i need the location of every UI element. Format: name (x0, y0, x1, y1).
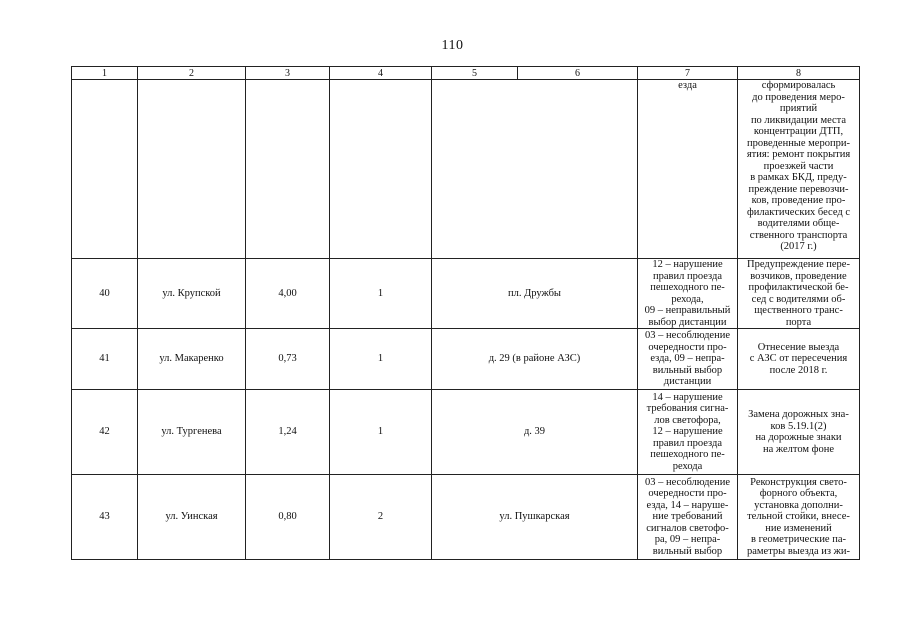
row-number: 40 (72, 259, 138, 329)
count-cell: 1 (330, 259, 432, 329)
violations-cell: 14 – нарушение требования сигна- лов светофора, 12 – нарушение правил проезда пешеходного пе- рехода (638, 390, 738, 475)
length-cell: 1,24 (246, 390, 330, 475)
length-cell: 0,73 (246, 329, 330, 390)
row-number: 42 (72, 390, 138, 475)
table-row (72, 390, 860, 475)
table-row (72, 329, 860, 390)
length-cell: 0,80 (246, 475, 330, 560)
measures-cell: Предупреждение пере- возчиков, проведение профилактической бе- сед с водителями об- щественного транс- порта (738, 259, 860, 329)
table-header-row (72, 67, 860, 80)
count-cell: 1 (330, 390, 432, 475)
table-cell (138, 80, 246, 259)
header-cell: 2 (138, 67, 246, 80)
measures-cell: Реконструкция свето- форного объекта, установка дополни- тельной стойки, внесе- ние изменений в геометрические па- раметры выезда из жи- (738, 475, 860, 560)
page-number: 110 (441, 38, 464, 53)
table-cell (246, 80, 330, 259)
length-cell: 4,00 (246, 259, 330, 329)
header-cell: 1 (72, 67, 138, 80)
data-table (71, 66, 860, 560)
location-cell: д. 29 (в районе АЗС) (432, 329, 638, 390)
table-row (72, 259, 860, 329)
street-cell: ул. Макаренко (138, 329, 246, 390)
header-cell: 4 (330, 67, 432, 80)
table-cell (432, 80, 638, 259)
count-cell: 2 (330, 475, 432, 560)
measures-cell: Отнесение выезда с АЗС от пересечения после 2018 г. (738, 329, 860, 390)
street-cell: ул. Тургенева (138, 390, 246, 475)
header-cell: 6 (518, 67, 638, 80)
violations-cell: 12 – нарушение правил проезда пешеходного пе- рехода, 09 – неправильный выбор дистанции (638, 259, 738, 329)
header-cell: 5 (432, 67, 518, 80)
location-cell: ул. Пушкарская (432, 475, 638, 560)
header-cell: 7 (638, 67, 738, 80)
continuation-row (72, 80, 860, 259)
violations-cell: езда (638, 80, 738, 259)
row-number: 43 (72, 475, 138, 560)
count-cell: 1 (330, 329, 432, 390)
header-cell: 8 (738, 67, 860, 80)
row-number: 41 (72, 329, 138, 390)
violations-cell: 03 – несоблюдение очередности про- езда, 14 – наруше- ние требований сигналов светофо- ра, 09 – непра- вильный выбор (638, 475, 738, 560)
measures-cell: Замена дорожных зна- ков 5.19.1(2) на дорожные знаки на желтом фоне (738, 390, 860, 475)
location-cell: пл. Дружбы (432, 259, 638, 329)
street-cell: ул. Уинская (138, 475, 246, 560)
header-cell: 3 (246, 67, 330, 80)
table-cell (72, 80, 138, 259)
table-row (72, 475, 860, 560)
location-cell: д. 39 (432, 390, 638, 475)
measures-cell: сформировалась до проведения меро- приятий по ликвидации места концентрации ДТП, проведенные меропри- ятия: ремонт покрытия проезжей части в рамках БКД, преду- преждение перевозчи- ков, проведение про- филактических бесед с водителями обще- ственного транспорта (2017 г.) (738, 80, 860, 259)
street-cell: ул. Крупской (138, 259, 246, 329)
table-cell (330, 80, 432, 259)
violations-cell: 03 – несоблюдение очередности про- езда, 09 – непра- вильный выбор дистанции (638, 329, 738, 390)
